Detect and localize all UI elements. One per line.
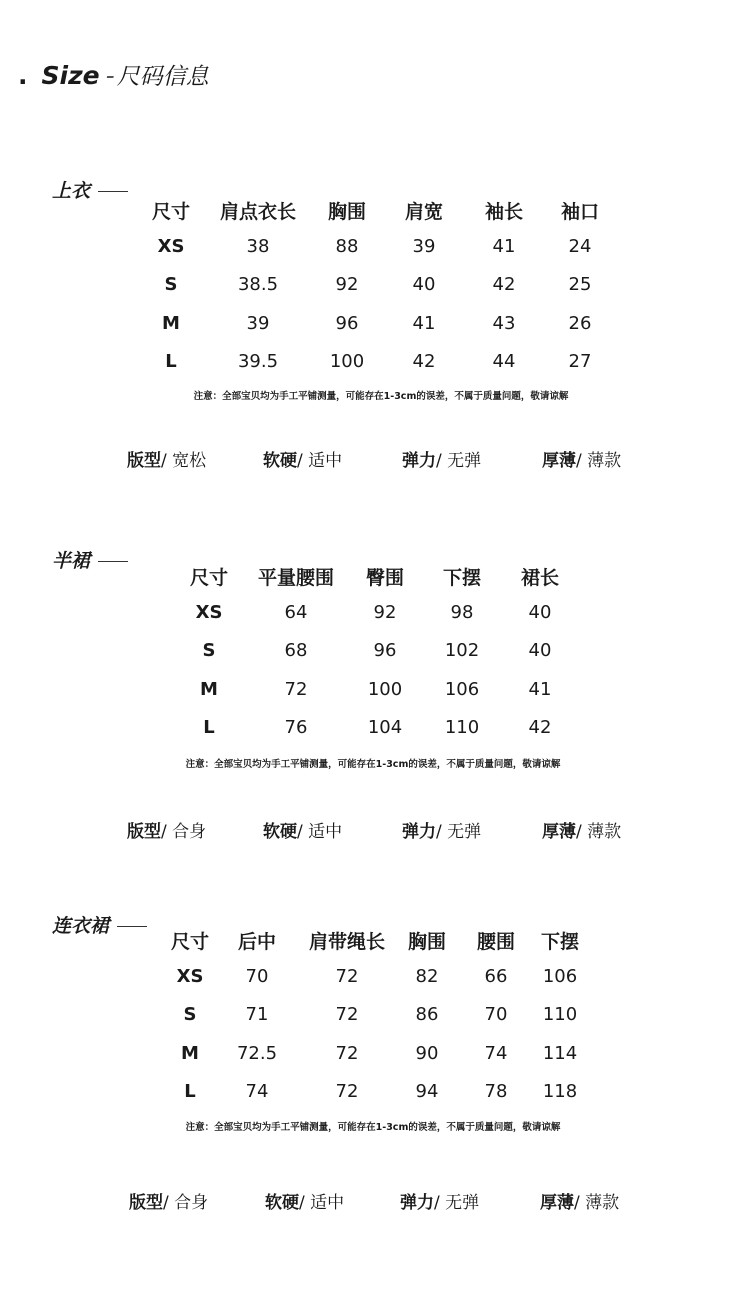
page-title <box>18 58 209 91</box>
size-label: S <box>164 274 178 295</box>
table-cell: 72.5 <box>236 1042 278 1064</box>
table-header-cell: 平量腰围 <box>257 567 335 589</box>
table-cell: 72 <box>335 1042 359 1064</box>
table-header-cell: 后中 <box>237 931 277 953</box>
table-cell: 41 <box>412 312 436 334</box>
section-label-line <box>98 191 128 192</box>
table-cell: 41 <box>528 678 552 700</box>
table-cell: 70 <box>245 965 269 987</box>
table-cell: 98 <box>450 601 474 623</box>
attr-key: 弹力 <box>402 822 436 842</box>
attr-value: / 适中 <box>297 822 343 842</box>
table-cell: 74 <box>245 1081 269 1102</box>
attr-thickness <box>542 817 621 842</box>
attr-thickness <box>542 446 621 471</box>
attr-key: 软硬 <box>263 451 297 471</box>
attr-key: 版型 <box>129 1193 163 1213</box>
table-cell: 42 <box>412 351 436 372</box>
table-cell: 92 <box>335 274 359 295</box>
attr-key: 弹力 <box>400 1193 434 1213</box>
attr-stiffness <box>263 817 342 842</box>
title-separator: - <box>105 61 115 90</box>
table-cell: 110 <box>542 1004 578 1025</box>
table-header-cell: 尺寸 <box>189 567 229 589</box>
table-cell: 40 <box>528 640 552 661</box>
table-cell: 40 <box>528 601 552 623</box>
size-label: XS <box>195 601 223 623</box>
attr-fit <box>127 817 206 842</box>
attr-key: 版型 <box>127 451 161 471</box>
table-cell: 72 <box>284 678 308 700</box>
size-label: XS <box>157 235 185 257</box>
section-label-text: 半裙 <box>52 550 91 572</box>
measurement-note: 注意：全部宝贝均为手工平铺测量，可能存在1-3cm的误差，不属于质量问题，敬请谅解 <box>185 1122 561 1133</box>
attr-value: / 无弹 <box>434 1193 480 1213</box>
table-cell: 71 <box>245 1004 269 1025</box>
table-cell: 110 <box>444 717 480 738</box>
attr-value: / 适中 <box>297 451 343 471</box>
attr-elasticity <box>402 817 481 842</box>
attr-key: 软硬 <box>263 822 297 842</box>
size-label: L <box>165 351 177 372</box>
attr-key: 厚薄 <box>540 1193 574 1213</box>
title-cn: 尺码信息 <box>116 64 209 90</box>
size-label: M <box>162 312 180 334</box>
section-label-line <box>98 561 128 562</box>
table-cell: 100 <box>367 678 403 700</box>
title-dot: . <box>18 61 28 90</box>
table-cell: 92 <box>373 601 397 623</box>
attr-value: / 适中 <box>299 1193 345 1213</box>
attr-value: / 薄款 <box>574 1193 620 1213</box>
table-cell: 76 <box>284 717 308 738</box>
section-label-skirt <box>52 546 128 573</box>
section-label-top <box>52 176 128 203</box>
table-cell: 72 <box>335 965 359 987</box>
attr-fit <box>129 1188 208 1213</box>
table-cell: 68 <box>284 640 308 661</box>
table-cell: 90 <box>415 1042 439 1064</box>
attr-key: 版型 <box>127 822 161 842</box>
table-cell: 74 <box>484 1042 508 1064</box>
table-header-cell: 裙长 <box>520 567 560 589</box>
section-label-text: 上衣 <box>52 180 91 202</box>
attr-key: 软硬 <box>265 1193 299 1213</box>
table-cell: 72 <box>335 1081 359 1102</box>
table-cell: 42 <box>492 274 516 295</box>
attr-elasticity <box>402 446 481 471</box>
table-cell: 42 <box>528 717 552 738</box>
section-label-dress <box>52 911 147 938</box>
table-cell: 38.5 <box>237 274 279 295</box>
size-label: XS <box>176 965 204 987</box>
size-label: S <box>202 640 216 661</box>
attr-value: / 薄款 <box>576 451 622 471</box>
size-label: M <box>181 1042 199 1064</box>
attr-value: / 宽松 <box>161 451 207 471</box>
table-cell: 70 <box>484 1004 508 1025</box>
table-cell: 27 <box>568 351 592 372</box>
table-cell: 64 <box>284 601 308 623</box>
table-header-cell: 臀围 <box>365 567 405 589</box>
attr-stiffness <box>263 446 342 471</box>
attr-value: / 合身 <box>163 1193 209 1213</box>
size-label: M <box>200 678 218 700</box>
table-header-cell: 肩宽 <box>404 201 444 223</box>
table-header-cell: 肩点衣长 <box>219 201 297 223</box>
table-cell: 114 <box>542 1042 578 1064</box>
table-cell: 41 <box>492 235 516 257</box>
table-header-cell: 下摆 <box>540 931 580 953</box>
size-label: S <box>183 1004 197 1025</box>
table-header-cell: 胸围 <box>407 931 447 953</box>
table-header-cell: 尺寸 <box>151 201 191 223</box>
table-cell: 39 <box>246 312 270 334</box>
table-header-cell: 肩带绳长 <box>308 931 386 953</box>
size-label: L <box>203 717 215 738</box>
title-en: Size <box>41 61 100 90</box>
attr-value: / 薄款 <box>576 822 622 842</box>
attr-thickness <box>540 1188 619 1213</box>
table-cell: 118 <box>542 1081 578 1102</box>
table-cell: 100 <box>329 351 365 372</box>
table-header-cell: 袖长 <box>484 201 524 223</box>
table-cell: 106 <box>542 965 578 987</box>
table-cell: 96 <box>373 640 397 661</box>
size-label: L <box>184 1081 196 1102</box>
table-cell: 78 <box>484 1081 508 1102</box>
attr-key: 厚薄 <box>542 451 576 471</box>
table-cell: 39.5 <box>237 351 279 372</box>
table-cell: 72 <box>335 1004 359 1025</box>
attr-elasticity <box>400 1188 479 1213</box>
table-header-cell: 腰围 <box>476 931 516 953</box>
table-cell: 88 <box>335 235 359 257</box>
attr-value: / 合身 <box>161 822 207 842</box>
table-cell: 39 <box>412 235 436 257</box>
table-cell: 40 <box>412 274 436 295</box>
table-header-cell: 袖口 <box>560 201 600 223</box>
attr-value: / 无弹 <box>436 822 482 842</box>
table-cell: 96 <box>335 312 359 334</box>
table-cell: 104 <box>367 717 403 738</box>
table-cell: 82 <box>415 965 439 987</box>
section-label-text: 连衣裙 <box>52 915 110 937</box>
table-cell: 86 <box>415 1004 439 1025</box>
table-cell: 26 <box>568 312 592 334</box>
attr-fit <box>127 446 206 471</box>
table-header-cell: 下摆 <box>442 567 482 589</box>
table-cell: 106 <box>444 678 480 700</box>
section-label-line <box>117 926 147 927</box>
attr-key: 弹力 <box>402 451 436 471</box>
table-header-cell: 尺寸 <box>170 931 210 953</box>
table-cell: 102 <box>444 640 480 661</box>
measurement-note: 注意：全部宝贝均为手工平铺测量，可能存在1-3cm的误差，不属于质量问题，敬请谅解 <box>185 759 561 770</box>
table-cell: 25 <box>568 274 592 295</box>
attr-key: 厚薄 <box>542 822 576 842</box>
attr-value: / 无弹 <box>436 451 482 471</box>
table-cell: 43 <box>492 312 516 334</box>
attr-stiffness <box>265 1188 344 1213</box>
table-header-cell: 胸围 <box>327 201 367 223</box>
table-cell: 38 <box>246 235 270 257</box>
table-cell: 24 <box>568 235 592 257</box>
table-cell: 94 <box>415 1081 439 1102</box>
measurement-note: 注意：全部宝贝均为手工平铺测量，可能存在1-3cm的误差，不属于质量问题，敬请谅解 <box>193 391 569 402</box>
table-cell: 44 <box>492 351 516 372</box>
table-cell: 66 <box>484 965 508 987</box>
